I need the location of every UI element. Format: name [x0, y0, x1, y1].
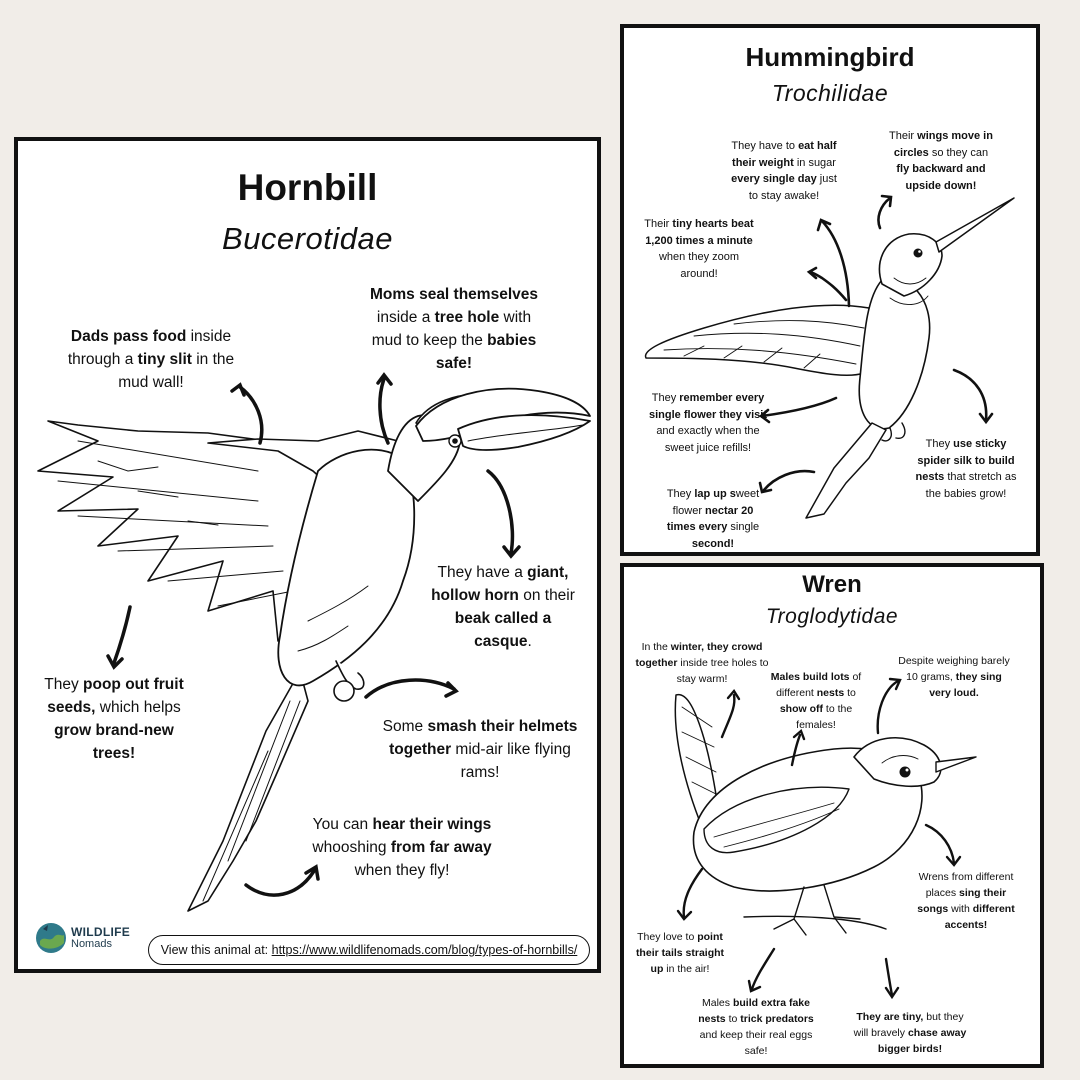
- hummingbird-fact-nectar: [658, 486, 768, 552]
- wren-sheet: [620, 563, 1044, 1068]
- fact-emphasis: eat half their weight: [732, 140, 837, 169]
- fact-text: They: [925, 438, 954, 450]
- hummingbird-title: Hummingbird: [745, 42, 915, 72]
- wren-fact-tiny: [848, 1009, 972, 1057]
- fact-text: which helps: [95, 699, 181, 716]
- fact-emphasis: babies safe!: [435, 332, 537, 372]
- fact-text: to the females!: [796, 703, 853, 731]
- fact-text: and exactly when the sweet juice refills!: [656, 425, 760, 454]
- fact-text: in the air!: [663, 963, 710, 975]
- globe-icon: [34, 921, 68, 955]
- fact-emphasis: use sticky spider silk to build nests: [915, 438, 1015, 483]
- fact-emphasis: trick predators: [740, 1013, 814, 1025]
- hornbill-fact-smash: [380, 715, 580, 784]
- hummingbird-fact-eat: [728, 138, 840, 204]
- fact-emphasis: from far away: [390, 839, 492, 856]
- wren-fact-tails: [630, 929, 730, 977]
- fact-emphasis: smash their helmets together: [389, 718, 578, 758]
- fact-emphasis: sing their songs: [917, 887, 1007, 915]
- fact-emphasis: point their tails straight up: [635, 931, 725, 975]
- hornbill-fact-horn: [428, 561, 578, 653]
- fact-emphasis: tiny slit: [137, 351, 192, 368]
- fact-emphasis: nectar 20 times every: [666, 504, 754, 533]
- fact-emphasis: poop out fruit seeds,: [47, 676, 184, 716]
- fact-emphasis: they sing very loud.: [929, 671, 1002, 699]
- fact-text: .: [527, 633, 532, 650]
- fact-text: Despite weighing barely 10 grams,: [898, 655, 1010, 683]
- fact-text: when they zoom around!: [658, 251, 740, 280]
- fact-text: Wrens from different places: [918, 871, 1014, 899]
- fact-text: but they will bravely: [853, 1011, 964, 1039]
- fact-text: Their: [889, 130, 918, 142]
- wren-fact-winter: [632, 639, 772, 687]
- fact-emphasis: wings move in circles: [893, 130, 993, 159]
- fact-emphasis: beak called a casque: [454, 610, 552, 650]
- fact-text: inside through a: [67, 328, 232, 368]
- fact-emphasis: lap up s: [694, 488, 736, 500]
- fact-text: that stretch as the babies grow!: [925, 471, 1017, 500]
- fact-text: so they can: [928, 146, 989, 159]
- fact-text: single: [727, 521, 760, 533]
- fact-emphasis: Dads pass food: [70, 328, 187, 345]
- source-prefix: View this animal at:: [160, 943, 272, 957]
- fact-text: just to stay awake!: [748, 173, 837, 202]
- hummingbird-fact-wings: [886, 128, 996, 194]
- fact-emphasis: build extra fake nests: [698, 997, 810, 1025]
- fact-emphasis: every single day: [731, 173, 817, 185]
- hummingbird-scientific-name: Trochilidae: [771, 80, 889, 106]
- hornbill-fact-dads: [56, 325, 246, 394]
- fact-text: They: [651, 392, 680, 404]
- fact-text: mid-air like flying rams!: [451, 741, 571, 781]
- source-link-pill: [148, 935, 590, 965]
- fact-emphasis: hear their wings: [372, 816, 492, 833]
- wren-title: Wren: [802, 571, 862, 598]
- fact-emphasis: remember every single flower they visit: [649, 392, 767, 421]
- fact-emphasis: nests: [816, 687, 845, 699]
- fact-text: They: [44, 676, 84, 693]
- fact-text: They have to: [731, 140, 799, 152]
- fact-text: weet flower: [672, 488, 760, 517]
- logo-word-nomads: Nomads: [71, 938, 112, 950]
- fact-text: inside a: [376, 309, 435, 326]
- hornbill-fact-poop: [34, 673, 194, 765]
- fact-emphasis: second!: [691, 537, 735, 550]
- fact-emphasis: fly backward and upside down!: [896, 163, 986, 192]
- fact-text: In the: [641, 641, 671, 653]
- fact-text: when they fly!: [354, 862, 450, 879]
- hornbill-fact-moms: [364, 283, 544, 375]
- fact-text: with: [948, 903, 973, 915]
- logo-word-wildlife: WILDLIFE: [71, 925, 131, 939]
- source-url-link[interactable]: https://www.wildlifenomads.com/blog/types-of-hornbills/: [271, 943, 578, 957]
- fact-emphasis: show off: [779, 703, 823, 715]
- wren-fact-fake: [696, 995, 816, 1059]
- fact-text: in sugar: [793, 156, 836, 169]
- fact-text: whooshing: [312, 839, 391, 856]
- hummingbird-fact-silk: [914, 436, 1018, 502]
- fact-text: to: [725, 1013, 741, 1025]
- hummingbird-sheet: [620, 24, 1040, 556]
- fact-emphasis: They are tiny,: [856, 1011, 924, 1023]
- fact-text: of different: [776, 671, 862, 699]
- fact-text: Some: [382, 718, 428, 735]
- fact-emphasis: winter, they crowd together: [635, 641, 763, 669]
- fact-text: and keep their real eggs safe!: [699, 1029, 813, 1057]
- fact-emphasis: chase away bigger birds!: [877, 1027, 967, 1055]
- fact-text: to: [844, 687, 856, 699]
- fact-text: They: [666, 488, 695, 500]
- fact-emphasis: tiny hearts beat 1,200 times a minute: [645, 218, 754, 247]
- fact-text: on their: [518, 587, 575, 604]
- fact-emphasis: grow brand-new trees!: [54, 722, 174, 762]
- fact-text: They love to: [637, 931, 698, 943]
- wildlife-nomads-logo: [34, 919, 144, 959]
- fact-text: with mud to keep the: [371, 309, 532, 349]
- hornbill-fact-wings: [306, 813, 498, 882]
- fact-text: They have a: [437, 564, 528, 581]
- fact-text: Males: [702, 997, 733, 1009]
- hornbill-sheet: [14, 137, 601, 973]
- hornbill-title: Hornbill: [237, 167, 378, 208]
- wren-fact-sing: [896, 653, 1012, 701]
- wren-scientific-name: Troglodytidae: [765, 605, 899, 628]
- fact-text: You can: [312, 816, 373, 833]
- hornbill-scientific-name: Bucerotidae: [222, 221, 393, 256]
- wren-fact-accents: [914, 869, 1018, 933]
- fact-emphasis: different accents!: [944, 903, 1015, 931]
- hummingbird-fact-remember: [648, 390, 768, 456]
- hummingbird-fact-hearts: [644, 216, 754, 282]
- fact-emphasis: Males build lots: [770, 671, 850, 683]
- fact-text: in the mud wall!: [118, 351, 235, 391]
- fact-emphasis: Moms seal themselves: [369, 286, 538, 303]
- fact-emphasis: giant, hollow horn: [431, 564, 569, 604]
- fact-text: Their: [644, 218, 673, 230]
- fact-text: inside tree holes to stay warm!: [676, 657, 769, 685]
- wren-fact-males-nests: [762, 669, 870, 733]
- fact-emphasis: tree hole: [434, 309, 500, 326]
